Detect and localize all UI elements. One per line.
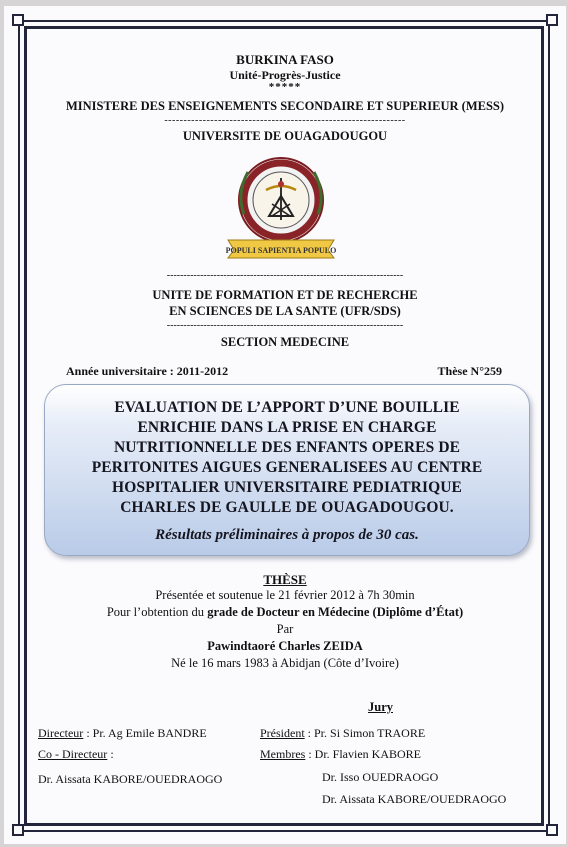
jury-heading: Jury xyxy=(368,700,393,714)
frame-corner xyxy=(12,14,24,26)
dashed-separator: ----------------------------------------------------------------------- xyxy=(166,320,404,331)
jury-member: Dr. Aissata KABORE/OUEDRAOGO xyxy=(322,792,507,806)
ufr-name-line-1: UNITE DE FORMATION ET DE RECHERCHE xyxy=(152,288,418,302)
jury-member: Dr. Isso OUEDRAOGO xyxy=(322,770,439,784)
thesis-title-box xyxy=(44,384,530,556)
president-label: Président xyxy=(260,726,305,740)
degree-prefix: Pour l’obtention du xyxy=(106,605,208,619)
thesis-title-line: NUTRITIONNELLE DES ENFANTS OPERES DE xyxy=(113,439,461,456)
thesis-subtitle: Résultats préliminaires à propos de 30 cas. xyxy=(155,527,419,543)
thesis-title-line: PERITONITES AIGUES GENERALISEES AU CENTRE xyxy=(91,459,483,476)
thesis-cover-page xyxy=(4,6,566,844)
logo-banner-text: POPULI SAPIENTIA POPULO xyxy=(225,246,337,255)
president-line xyxy=(260,726,425,741)
ufr-name-line-2: EN SCIENCES DE LA SANTE (UFR/SDS) xyxy=(169,304,401,318)
president-name: : Pr. Si Simon TRAORE xyxy=(304,726,426,740)
these-heading: THÈSE xyxy=(263,572,307,587)
university-seal-icon xyxy=(222,154,340,262)
members-label: Membres xyxy=(260,747,306,761)
stars-divider: ***** xyxy=(268,81,302,93)
degree-title: grade de Docteur en Médecine (Diplôme d’État) xyxy=(207,605,464,619)
dashed-separator: ----------------------------------------------------------------------- xyxy=(166,270,404,281)
academic-year: Année universitaire : 2011-2012 xyxy=(66,364,229,378)
country-name: BURKINA FASO xyxy=(236,52,334,67)
director-line xyxy=(38,726,207,741)
thesis-title-line: CHARLES DE GAULLE DE OUAGADOUGOU. xyxy=(120,499,454,516)
degree-line xyxy=(4,605,566,620)
frame-corner xyxy=(12,824,24,836)
thesis-title-line: EVALUATION DE L’APPORT D’UNE BOUILLIE xyxy=(114,399,460,416)
author-birth-info: Né le 16 mars 1983 à Abidjan (Côte d’Ivoire) xyxy=(171,656,399,670)
frame-corner xyxy=(546,14,558,26)
by-label: Par xyxy=(276,622,294,636)
director-label: Directeur xyxy=(38,726,84,740)
members-line xyxy=(260,747,421,762)
ministry-name: MINISTERE DES ENSEIGNEMENTS SECONDAIRE ET SUPERIEUR (MESS) xyxy=(65,99,505,113)
codirector-colon: : xyxy=(107,747,114,761)
thesis-title-line: HOSPITALIER UNIVERSITAIRE PEDIATRIQUE xyxy=(112,479,462,496)
codirector-label: Co - Directeur xyxy=(38,747,108,761)
director-name: : Pr. Ag Emile BANDRE xyxy=(83,726,207,740)
codirector-line xyxy=(38,747,114,762)
dashed-separator: --------------------------------------------------------------- xyxy=(164,115,406,126)
frame-corner xyxy=(546,824,558,836)
jury-member: : Dr. Flavien KABORE xyxy=(305,747,421,761)
thesis-number: Thèse N°259 xyxy=(437,364,502,378)
university-logo xyxy=(222,154,340,262)
section-name: SECTION MEDECINE xyxy=(220,335,350,349)
presentation-date: Présentée et soutenue le 21 février 2012 à 7h 30min xyxy=(155,588,415,602)
university-name: UNIVERSITE DE OUAGADOUGOU xyxy=(182,129,388,143)
author-name: Pawindtaoré Charles ZEIDA xyxy=(207,639,363,653)
codirector-name: Dr. Aissata KABORE/OUEDRAOGO xyxy=(38,772,223,786)
national-motto: Unité-Progrès-Justice xyxy=(229,68,341,82)
thesis-title-line: ENRICHIE DANS LA PRISE EN CHARGE xyxy=(137,419,437,436)
